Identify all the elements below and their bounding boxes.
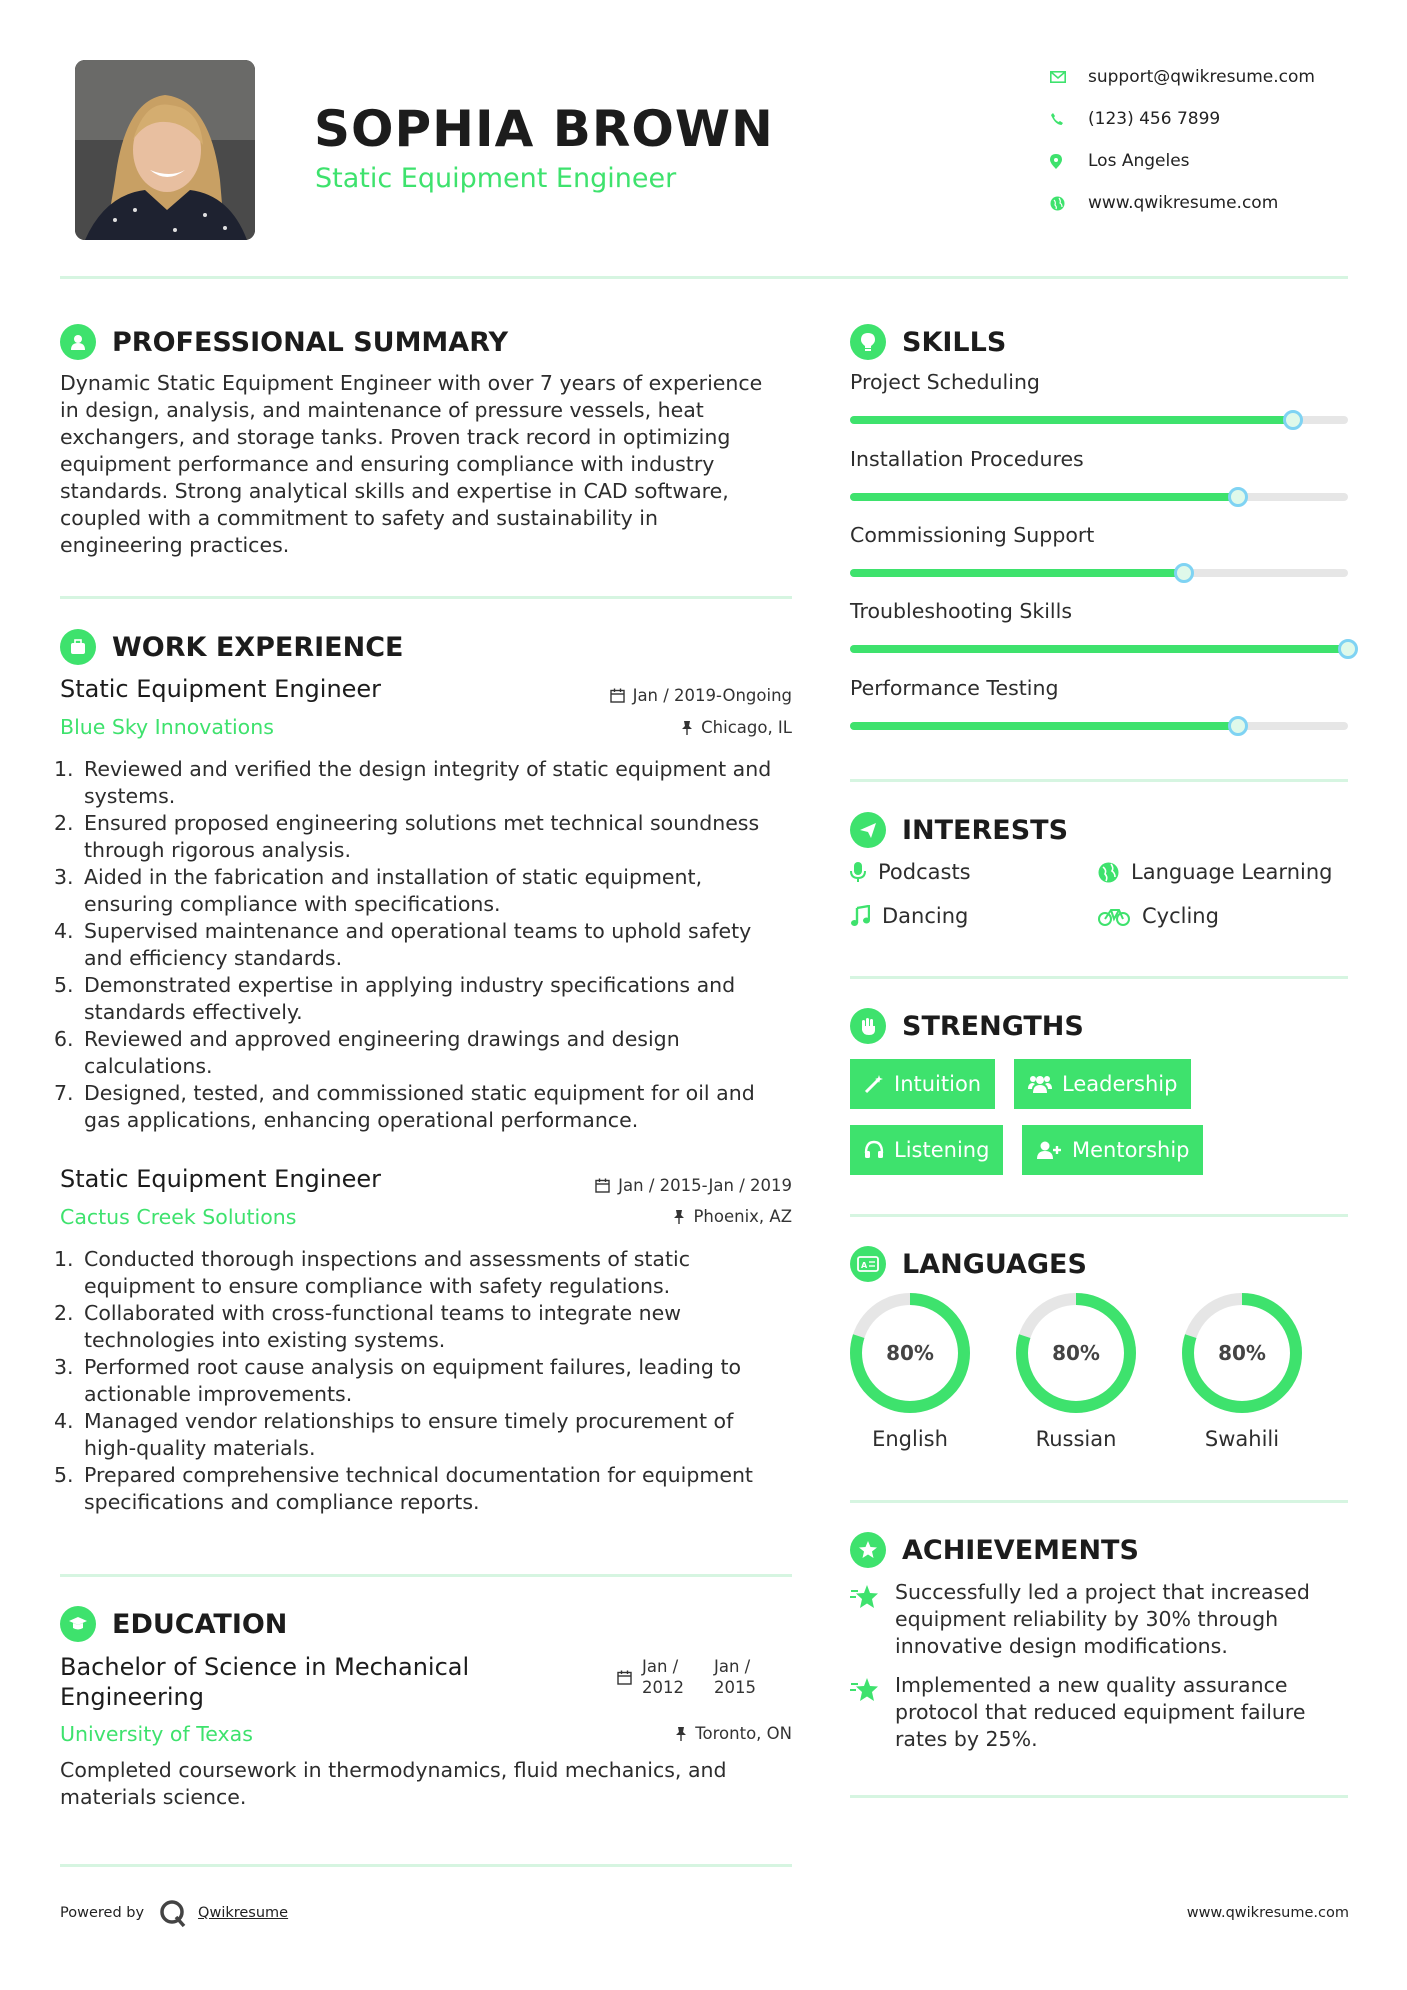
list-item: 2. Ensured proposed engineering solutions met technical soundness through rigorous analysis. xyxy=(54,811,760,862)
phone-text: (123) 456 7899 xyxy=(1088,109,1221,129)
brand-link[interactable]: Qwikresume xyxy=(198,1905,289,1921)
job-date xyxy=(595,1176,792,1195)
list-item: 1. Reviewed and verified the design integrity of static equipment and systems. xyxy=(54,757,772,808)
pushpin-icon xyxy=(675,1726,687,1741)
interests-heading xyxy=(850,812,1068,848)
languages-title: LANGUAGES xyxy=(902,1248,1087,1280)
list-item: 1. Conducted thorough inspections and assessments of static equipment to ensure compliance with safety regulations. xyxy=(54,1247,690,1298)
education-location-text: Toronto, ON xyxy=(695,1724,792,1743)
language-percent: 80% xyxy=(886,1341,934,1365)
contact-email[interactable] xyxy=(1050,56,1315,98)
pushpin-icon xyxy=(681,720,693,735)
skill-label: Installation Procedures xyxy=(850,447,1084,471)
phone-icon xyxy=(1050,112,1088,126)
interest-item: Cycling xyxy=(1098,904,1219,928)
education-date: Jan / 2012 Jan / 2015 xyxy=(617,1656,756,1698)
interests-divider xyxy=(850,976,1348,979)
job-title: Static Equipment Engineer xyxy=(60,675,382,703)
summary-line: coupled with a commitment to safety and sustainability in xyxy=(60,506,658,530)
degree-line: Bachelor of Science in Mechanical xyxy=(60,1653,470,1681)
headphones-icon xyxy=(864,1140,884,1160)
job-company: Blue Sky Innovations xyxy=(60,715,274,739)
work-heading xyxy=(60,629,403,665)
skills-divider xyxy=(850,779,1348,782)
education-location xyxy=(675,1724,792,1743)
skills-heading xyxy=(850,324,1006,360)
star-badge-icon xyxy=(850,1583,882,1611)
list-item: 3. Performed root cause analysis on equipment failures, leading to actionable improvements. xyxy=(54,1355,742,1406)
job-title: Static Equipment Engineer xyxy=(60,1165,382,1193)
skill-bar xyxy=(850,569,1348,577)
interest-item: Dancing xyxy=(850,904,968,928)
achievement-item: Implemented a new quality assurance protocol that reduced equipment failure rates by 25%. xyxy=(895,1673,1306,1751)
magic-wand-icon xyxy=(864,1074,884,1094)
users-icon xyxy=(1028,1074,1052,1094)
summary-heading xyxy=(60,324,508,360)
job-date-text: Jan / 2015-Jan / 2019 xyxy=(618,1176,792,1195)
strength-tag: Intuition xyxy=(850,1059,995,1109)
globe-icon xyxy=(1050,196,1088,211)
language-percent: 80% xyxy=(1052,1341,1100,1365)
footer-website[interactable]: www.qwikresume.com xyxy=(1186,1905,1349,1921)
language-name: Swahili xyxy=(1204,1427,1280,1451)
summary-title: PROFESSIONAL SUMMARY xyxy=(112,326,509,358)
education-heading xyxy=(60,1606,287,1642)
job-date xyxy=(610,686,792,705)
education-desc: Completed coursework in thermodynamics, fluid mechanics, and materials science. xyxy=(60,1758,727,1809)
job-location xyxy=(673,1207,792,1226)
interests-title: INTERESTS xyxy=(902,814,1069,846)
languages-divider xyxy=(850,1500,1348,1503)
skill-label: Performance Testing xyxy=(850,676,1059,700)
envelope-icon xyxy=(1050,71,1088,83)
summary-line: exchangers, and storage tanks. Proven track record in optimizing xyxy=(60,425,731,449)
contact-location xyxy=(1050,140,1315,182)
website-text: www.qwikresume.com xyxy=(1088,193,1279,213)
job-responsibilities xyxy=(54,1246,800,1516)
bicycle-icon xyxy=(1098,906,1130,926)
graduation-icon xyxy=(60,1606,96,1642)
powered-by-text: Powered by xyxy=(60,1905,145,1921)
strengths-divider xyxy=(850,1214,1348,1217)
footer-powered-by xyxy=(60,1898,288,1928)
location-text: Los Angeles xyxy=(1088,151,1190,171)
list-item: 7. Designed, tested, and commissioned static equipment for oil and gas applications, enhancing operational performance. xyxy=(54,1081,755,1132)
award-icon xyxy=(850,1532,886,1568)
skill-label: Commissioning Support xyxy=(850,523,1095,547)
strengths-title: STRENGTHS xyxy=(902,1010,1084,1042)
work-title: WORK EXPERIENCE xyxy=(112,631,404,663)
list-item: 2. Collaborated with cross-functional teams to integrate new technologies into existing systems. xyxy=(54,1301,681,1352)
school-name: University of Texas xyxy=(60,1722,253,1746)
header-divider xyxy=(60,276,1348,279)
language-item xyxy=(1180,1291,1304,1451)
summary-divider xyxy=(60,596,792,599)
summary-line: standards. Strong analytical skills and expertise in CAD software, xyxy=(60,479,729,503)
star-badge-icon xyxy=(850,1676,882,1704)
music-note-icon xyxy=(850,905,870,927)
summary-line: in design, analysis, and maintenance of pressure vessels, heat xyxy=(60,398,704,422)
achievements-title: ACHIEVEMENTS xyxy=(902,1534,1139,1566)
profile-photo xyxy=(75,60,255,240)
skill-bar xyxy=(850,722,1348,730)
email-text: support@qwikresume.com xyxy=(1088,67,1315,87)
contact-phone[interactable] xyxy=(1050,98,1315,140)
education-title: EDUCATION xyxy=(112,1608,288,1640)
briefcase-icon xyxy=(60,629,96,665)
calendar-icon xyxy=(595,1178,610,1193)
language-percent: 80% xyxy=(1218,1341,1266,1365)
language-card-icon xyxy=(850,1246,886,1282)
job-location-text: Phoenix, AZ xyxy=(693,1207,792,1226)
job-responsibilities xyxy=(54,756,800,1134)
achievements-heading xyxy=(850,1532,1139,1568)
work-divider xyxy=(60,1574,792,1577)
achievement-item: Successfully led a project that increased equipment reliability by 30% through innovative design modifications. xyxy=(895,1580,1310,1658)
achievements-divider xyxy=(850,1795,1348,1798)
summary-line: engineering practices. xyxy=(60,533,290,557)
strengths-heading xyxy=(850,1008,1084,1044)
calendar-icon xyxy=(610,688,625,703)
list-item: 5. Demonstrated expertise in applying industry specifications and standards effectively. xyxy=(54,973,736,1024)
contact-block xyxy=(1050,56,1315,224)
pushpin-icon xyxy=(673,1209,685,1224)
language-item xyxy=(848,1291,972,1451)
summary-text xyxy=(60,370,800,559)
language-item xyxy=(1014,1291,1138,1451)
contact-website[interactable] xyxy=(1050,182,1315,224)
location-pin-icon xyxy=(1050,154,1088,169)
user-plus-icon xyxy=(1036,1140,1062,1160)
strength-tag: Leadership xyxy=(1014,1059,1191,1109)
job-date-text: Jan / 2019-Ongoing xyxy=(632,686,792,705)
summary-line: Dynamic Static Equipment Engineer with over 7 years of experience xyxy=(60,371,763,395)
list-item: 6. Reviewed and approved engineering drawings and design calculations. xyxy=(54,1027,680,1078)
job-company: Cactus Creek Solutions xyxy=(60,1205,297,1229)
degree-line: Engineering xyxy=(60,1683,204,1711)
language-name: English xyxy=(872,1427,948,1451)
interest-item: Podcasts xyxy=(850,860,971,884)
microphone-icon xyxy=(850,861,866,883)
skill-label: Project Scheduling xyxy=(850,370,1040,394)
user-icon xyxy=(60,324,96,360)
job-location-text: Chicago, IL xyxy=(701,718,792,737)
calendar-icon xyxy=(617,1670,632,1685)
strength-tag: Listening xyxy=(850,1125,1003,1175)
skill-bar xyxy=(850,645,1348,653)
skill-bar xyxy=(850,416,1348,424)
paper-plane-icon xyxy=(850,812,886,848)
list-item: 5. Prepared comprehensive technical documentation for equipment specifications and compliance reports. xyxy=(54,1463,753,1514)
qwikresume-logo-icon xyxy=(158,1898,188,1928)
summary-line: equipment performance and ensuring compliance with industry xyxy=(60,452,715,476)
list-item: 3. Aided in the fabrication and installation of static equipment, ensuring compliance with specifications. xyxy=(54,865,703,916)
list-item: 4. Managed vendor relationships to ensure timely procurement of high-quality materials. xyxy=(54,1409,734,1460)
svg-text:A: A xyxy=(861,1261,868,1270)
hand-icon xyxy=(850,1008,886,1044)
lightbulb-icon xyxy=(850,324,886,360)
education-divider xyxy=(60,1864,792,1867)
globe-icon xyxy=(1098,862,1119,883)
languages-heading xyxy=(850,1246,1087,1282)
job-location xyxy=(681,718,792,737)
degree-title xyxy=(60,1652,469,1712)
list-item: 4. Supervised maintenance and operational teams to uphold safety and efficiency standards. xyxy=(54,919,752,970)
skill-label: Troubleshooting Skills xyxy=(850,599,1073,623)
candidate-role: Static Equipment Engineer xyxy=(315,163,677,194)
candidate-name: SOPHIA BROWN xyxy=(314,100,774,158)
strength-tag: Mentorship xyxy=(1022,1125,1203,1175)
skill-bar xyxy=(850,493,1348,501)
interest-item: Language Learning xyxy=(1098,860,1332,884)
skills-title: SKILLS xyxy=(902,326,1007,358)
language-name: Russian xyxy=(1035,1427,1117,1451)
